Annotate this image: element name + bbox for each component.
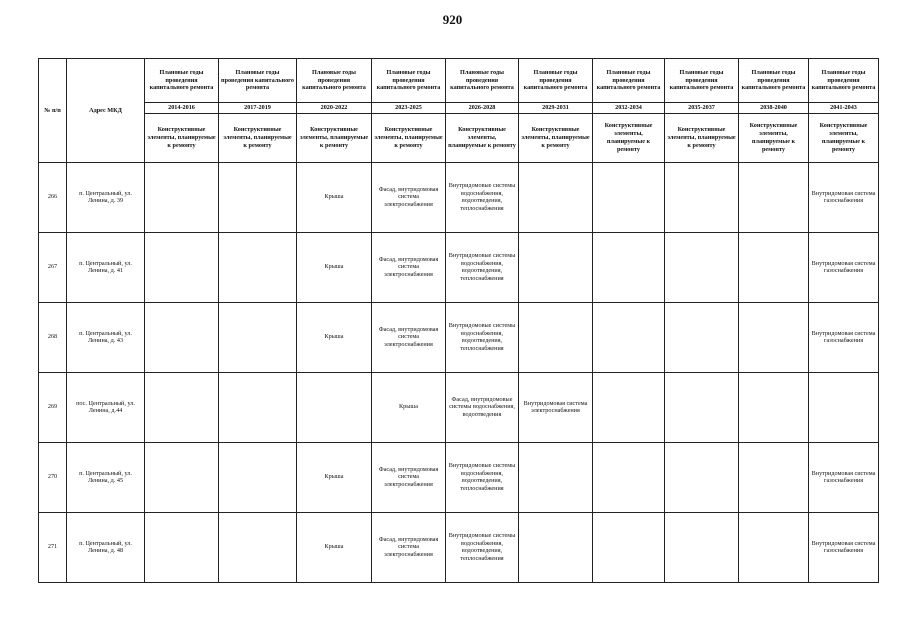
table-row [39,512,879,582]
repair-elements-cell: Крыша [297,302,372,372]
row-address: п. Центральный, ул. Ленина, д. 43 [67,302,145,372]
header-years: 2014-2016 [145,103,219,114]
row-address: пос. Центральный, ул. Ленина, д.44 [67,372,145,442]
header-elements: Конструктивные элементы, планируемые к ремонту [519,113,593,162]
repair-elements-cell [219,512,297,582]
repair-elements-cell [145,442,219,512]
header-elements: Конструктивные элементы, планируемые к ремонту [809,113,879,162]
repair-elements-cell [665,442,739,512]
repair-elements-cell: Крыша [372,372,446,442]
header-period-title: Плановые годы проведения капитального ремонта [739,59,809,103]
header-period-title: Плановые годы проведения капитального ремонта [219,59,297,103]
header-elements: Конструктивные элементы, планируемые к ремонту [593,113,665,162]
row-number: 269 [39,372,67,442]
row-address: п. Центральный, ул. Ленина, д. 39 [67,162,145,232]
repair-elements-cell [665,162,739,232]
header-num: № п/п [39,59,67,163]
repair-elements-cell: Фасад, внутридомовая система электроснабжения [372,232,446,302]
repair-elements-cell [219,442,297,512]
repair-elements-cell [519,232,593,302]
header-elements: Конструктивные элементы, планируемые к ремонту [665,113,739,162]
repair-elements-cell [593,232,665,302]
repair-elements-cell [739,372,809,442]
repair-elements-cell: Внутридомовые системы водоснабжения, водоотведения, теплоснабжения [446,302,519,372]
repair-elements-cell [593,302,665,372]
table-row [39,302,879,372]
repair-elements-cell [593,372,665,442]
repair-elements-cell [145,232,219,302]
repair-elements-cell [219,162,297,232]
repair-elements-cell: Внутридомовая система газоснабжения [809,302,879,372]
header-elements: Конструктивные элементы, планируемые к ремонту [219,113,297,162]
repair-elements-cell [519,442,593,512]
header-address: Адрес МКД [67,59,145,163]
table-row [39,162,879,232]
header-elements: Конструктивные элементы, планируемые к ремонту [372,113,446,162]
repair-elements-cell [593,162,665,232]
repair-elements-cell [593,512,665,582]
row-number: 270 [39,442,67,512]
repair-elements-cell: Внутридомовая система газоснабжения [809,232,879,302]
repair-elements-cell: Крыша [297,512,372,582]
table-row [39,232,879,302]
repair-elements-cell [519,162,593,232]
header-elements: Конструктивные элементы, планируемые к ремонту [446,113,519,162]
repair-elements-cell: Внутридомовая система газоснабжения [809,162,879,232]
header-years: 2032-2034 [593,103,665,114]
header-years: 2038-2040 [739,103,809,114]
repair-elements-cell [519,302,593,372]
header-period-title: Плановые годы проведения капитального ремонта [446,59,519,103]
repair-elements-cell [739,442,809,512]
repair-elements-cell [219,372,297,442]
row-address: п. Центральный, ул. Ленина, д. 41 [67,232,145,302]
repair-elements-cell [219,302,297,372]
header-years: 2023-2025 [372,103,446,114]
row-number: 268 [39,302,67,372]
repair-elements-cell [739,302,809,372]
capital-repair-table [38,58,879,583]
header-title-row [39,59,879,103]
row-address: п. Центральный, ул. Ленина, д. 45 [67,442,145,512]
row-number: 266 [39,162,67,232]
row-number: 267 [39,232,67,302]
repair-elements-cell [145,372,219,442]
header-years: 2041-2043 [809,103,879,114]
table-row [39,372,879,442]
row-address: п. Центральный, ул. Ленина, д. 48 [67,512,145,582]
header-elements: Конструктивные элементы, планируемые к ремонту [739,113,809,162]
header-period-title: Плановые годы проведения капитального ремонта [145,59,219,103]
repair-elements-cell [145,302,219,372]
header-elements-row [39,113,879,162]
repair-elements-cell: Фасад, внутридомовая система электроснабжения [372,512,446,582]
repair-elements-cell [739,512,809,582]
header-years-row [39,103,879,114]
repair-elements-cell [297,372,372,442]
header-elements: Конструктивные элементы, планируемые к ремонту [145,113,219,162]
repair-elements-cell [593,442,665,512]
repair-elements-cell: Фасад, внутридомовая система электроснабжения [372,162,446,232]
header-elements: Конструктивные элементы, планируемые к ремонту [297,113,372,162]
repair-elements-cell [145,512,219,582]
repair-elements-cell: Фасад, внутридомовые системы водоснабжения, водоотведения [446,372,519,442]
page-number: 920 [442,12,463,27]
header-years: 2035-2037 [665,103,739,114]
header-period-title: Плановые годы проведения капитального ремонта [519,59,593,103]
repair-elements-cell: Фасад, внутридомовая система электроснабжения [372,442,446,512]
repair-elements-cell: Внутридомовые системы водоснабжения, водоотведения, теплоснабжения [446,512,519,582]
repair-elements-cell: Крыша [297,232,372,302]
header-period-title: Плановые годы проведения капитального ремонта [593,59,665,103]
repair-elements-cell [519,512,593,582]
repair-elements-cell [145,162,219,232]
header-years: 2026-2028 [446,103,519,114]
repair-elements-cell [665,232,739,302]
repair-elements-cell [739,232,809,302]
repair-elements-cell: Внутридомовые системы водоснабжения, водоотведения, теплоснабжения [446,442,519,512]
repair-elements-cell: Фасад, внутридомовая система электроснабжения [372,302,446,372]
repair-elements-cell: Крыша [297,162,372,232]
header-years: 2029-2031 [519,103,593,114]
repair-elements-cell [665,512,739,582]
repair-elements-cell: Внутридомовая система газоснабжения [809,442,879,512]
repair-elements-cell [665,302,739,372]
repair-elements-cell [219,232,297,302]
row-number: 271 [39,512,67,582]
table-row [39,442,879,512]
header-period-title: Плановые годы проведения капитального ремонта [665,59,739,103]
header-period-title: Плановые годы проведения капитального ремонта [809,59,879,103]
header-period-title: Плановые годы проведения капитального ремонта [297,59,372,103]
repair-elements-cell: Внутридомовая система электроснабжения [519,372,593,442]
repair-elements-cell: Внутридомовая система газоснабжения [809,512,879,582]
header-period-title: Плановые годы проведения капитального ремонта [372,59,446,103]
header-years: 2017-2019 [219,103,297,114]
repair-elements-cell [809,372,879,442]
table-body [39,162,879,582]
repair-elements-cell: Крыша [297,442,372,512]
repair-elements-cell: Внутридомовые системы водоснабжения, водоотведения, теплоснабжения [446,162,519,232]
repair-elements-cell [739,162,809,232]
repair-elements-cell: Внутридомовые системы водоснабжения, водоотведения, теплоснабжения [446,232,519,302]
repair-elements-cell [665,372,739,442]
header-years: 2020-2022 [297,103,372,114]
